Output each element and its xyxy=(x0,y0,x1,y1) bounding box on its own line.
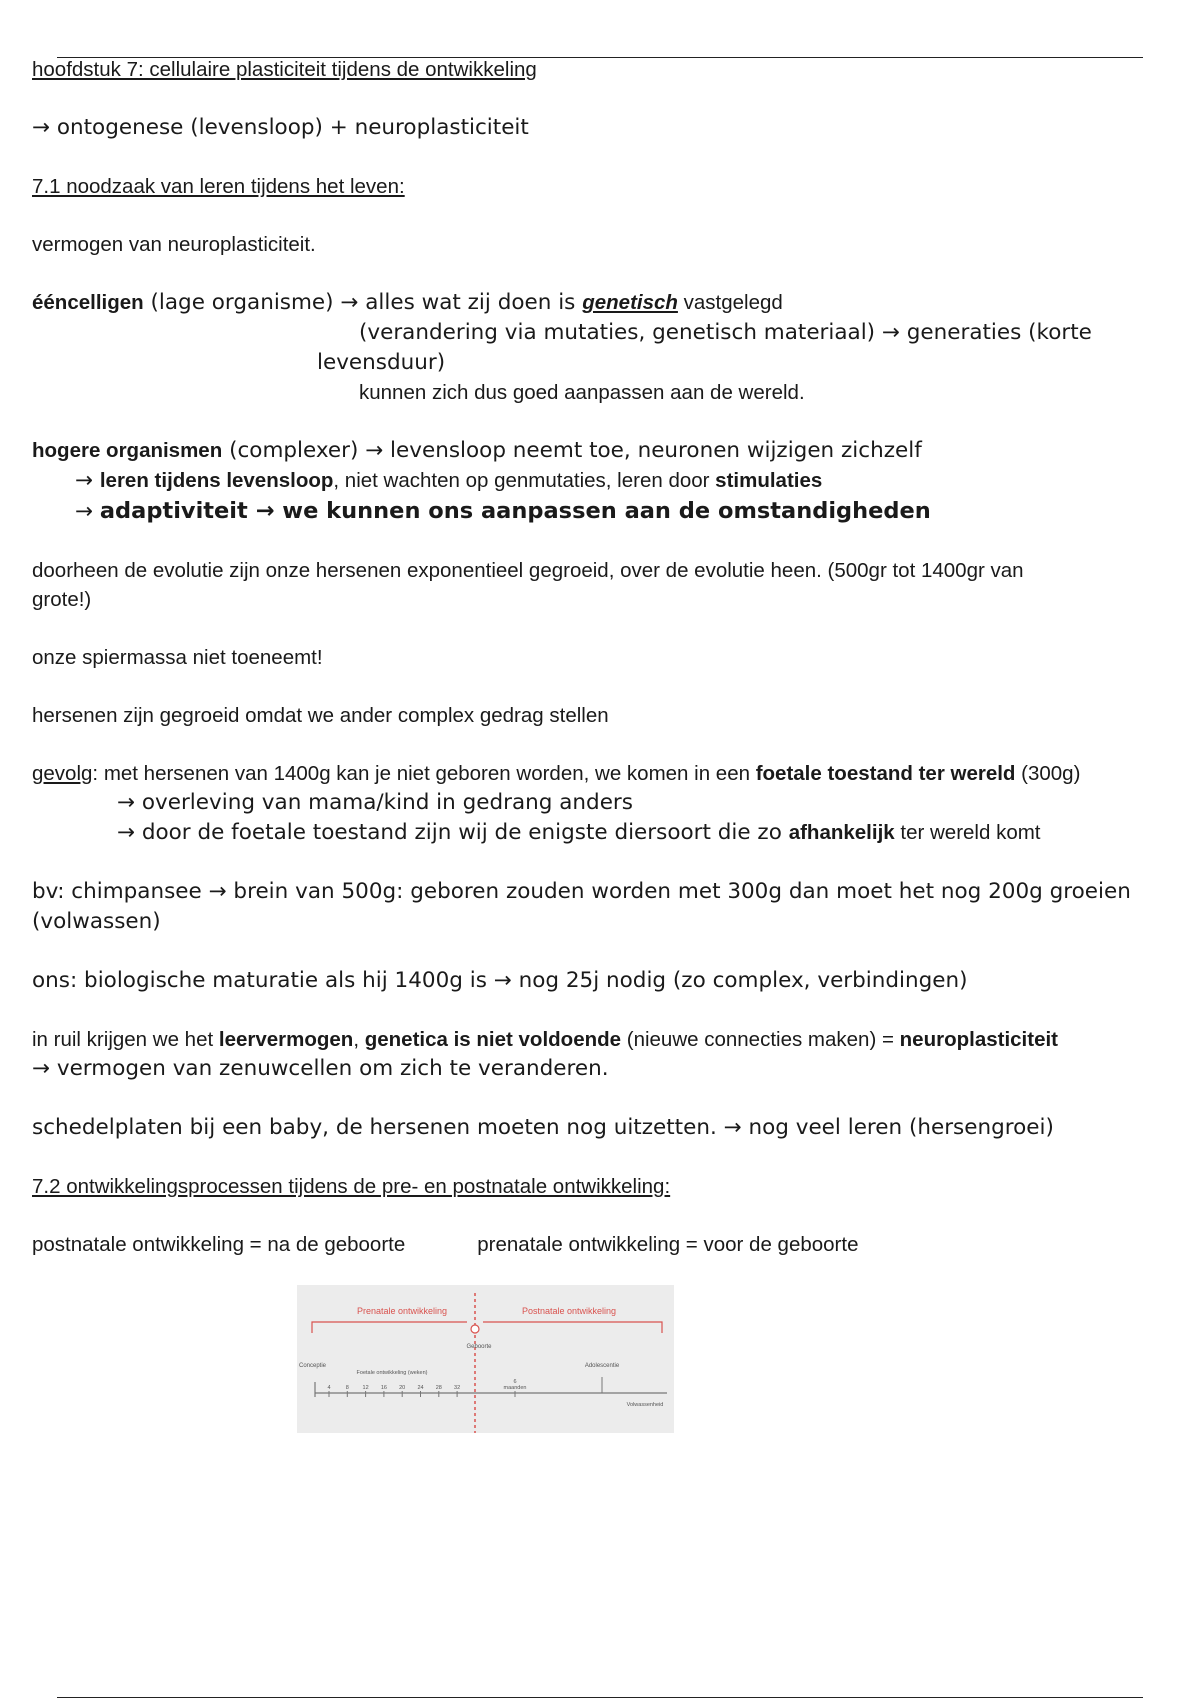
consequence-sub-2-text: → door de foetale toestand zijn wij de enigste diersoort die zo xyxy=(117,820,789,845)
week-tick-label: 4 xyxy=(327,1385,331,1391)
week-tick-label: 32 xyxy=(454,1385,461,1391)
unicellular-line xyxy=(32,288,1172,318)
evolution-line: doorheen de evolutie zijn onze hersenen exponentieel gegroeid, over de evolutie heen. (500gr tot 1400gr van xyxy=(32,559,1024,582)
consequence-text-2: (300g) xyxy=(1015,762,1081,785)
timeline-svg xyxy=(297,1285,674,1433)
chimp-example: bv: chimpansee → brein van 500g: geboren zouden worden met 300g dan moet het nog 200g groeien xyxy=(32,879,1131,904)
adaptivity-bold: adaptiviteit → we kunnen ons aanpassen aan de omstandigheden xyxy=(99,498,931,524)
exchange-line-2: → vermogen van zenuwcellen om zich te veranderen. xyxy=(32,1056,609,1081)
week-tick-label: 24 xyxy=(417,1385,424,1391)
higher-bullet-1 xyxy=(32,466,1172,496)
exchange-t3: (nieuwe connecties maken) = xyxy=(621,1028,900,1051)
week-tick-label: 28 xyxy=(435,1385,442,1391)
muscle-line: onze spiermassa niet toeneemt! xyxy=(32,646,323,669)
fetal-label: Foetale ontwikkeling (weken) xyxy=(356,1370,428,1376)
intro-line: → ontogenese (levensloop) + neuroplasticiteit xyxy=(32,115,529,140)
period-bracket xyxy=(312,1322,662,1333)
section-2-heading: 7.2 ontwikkelingsprocessen tijdens de pre- en postnatale ontwikkeling: xyxy=(32,1175,671,1198)
exchange-line xyxy=(32,1025,1172,1054)
chimp-example-cont: (volwassen) xyxy=(32,909,161,934)
learning-bold: leren tijdens levensloop xyxy=(99,469,334,492)
higher-organisms-text: (complexer) → levensloop neemt toe, neuronen wijzigen zichzelf xyxy=(222,438,922,463)
genetisch-emphasis: genetisch xyxy=(582,291,678,314)
learning-capacity-bold: leervermogen xyxy=(218,1028,354,1051)
arrow-1: → xyxy=(75,468,100,493)
unicellular-text: (lage organisme) → alles wat zij doen is xyxy=(143,290,583,315)
chapter-title: hoofdstuk 7: cellulaire plasticiteit tijdens de ontwikkeling xyxy=(32,58,537,81)
consequence-line xyxy=(32,759,1172,788)
exchange-t1: in ruil krijgen we het xyxy=(32,1028,219,1051)
consequence-sub-2-end: ter wereld komt xyxy=(894,821,1041,844)
unicellular-line-2: (verandering via mutaties, genetisch materiaal) → generaties (korte xyxy=(359,320,1092,345)
higher-bullet-2 xyxy=(32,496,1172,527)
higher-organisms-term: hogere organismen xyxy=(32,439,223,462)
learning-text: , niet wachten op genmutaties, leren door xyxy=(333,469,716,492)
prenatal-label: Prenatale ontwikkeling xyxy=(356,1306,448,1316)
higher-organisms-line xyxy=(32,436,1172,466)
birth-label: Geboorte xyxy=(466,1344,492,1350)
development-timeline-figure xyxy=(297,1285,674,1433)
bottom-rule xyxy=(57,1697,1143,1698)
dependent-bold: afhankelijk xyxy=(788,821,895,844)
unicellular-term: ééncelligen xyxy=(32,291,144,314)
unicellular-line-4: kunnen zich dus goed aanpassen aan de wereld. xyxy=(359,381,805,404)
week-tick-label: 16 xyxy=(380,1385,387,1391)
prenatal-definition: prenatale ontwikkeling = voor de geboorte xyxy=(477,1233,859,1256)
section-1-heading: 7.1 noodzaak van leren tijdens het leven: xyxy=(32,175,405,198)
consequence-label: gevolg xyxy=(32,762,93,785)
document-body xyxy=(32,55,1172,1259)
evolution-line-cont: grote!) xyxy=(32,588,92,611)
postnatal-label: Postnatale ontwikkeling xyxy=(521,1306,617,1316)
neuroplasticity-bold: neuroplasticiteit xyxy=(899,1028,1058,1051)
week-tick-label: 8 xyxy=(345,1385,349,1391)
week-tick-label: 20 xyxy=(399,1385,406,1391)
week-tick-label: 12 xyxy=(362,1385,369,1391)
consequence-text: : met hersenen van 1400g kan je niet geboren worden, we komen in een xyxy=(92,762,756,785)
unicellular-line-3: levensduur) xyxy=(317,350,446,375)
adult-label: Volwassenheid xyxy=(626,1402,664,1408)
consequence-sub-1: → overleving van mama/kind in gedrang anders xyxy=(117,790,633,815)
conception-label: Conceptie xyxy=(299,1363,327,1369)
birth-marker xyxy=(471,1325,479,1333)
consequence-sub-2 xyxy=(32,818,1172,848)
development-definitions xyxy=(32,1230,1172,1259)
stimulation-bold: stimulaties xyxy=(715,469,823,492)
skull-line: schedelplaten bij een baby, de hersenen moeten nog uitzetten. → nog veel leren (hersengroei) xyxy=(32,1115,1054,1140)
exchange-t2: , xyxy=(353,1028,365,1051)
adolescence-label: Adolescentie xyxy=(584,1363,620,1369)
months-number: 6 xyxy=(513,1379,517,1385)
genetics-bold: genetica is niet voldoende xyxy=(364,1028,622,1051)
postnatal-definition: postnatale ontwikkeling = na de geboorte xyxy=(32,1233,406,1256)
fetal-state-bold: foetale toestand ter wereld xyxy=(755,762,1016,785)
months-label: maanden xyxy=(503,1385,527,1391)
unicellular-text-2: vastgelegd xyxy=(677,291,783,314)
capacity-line: vermogen van neuroplasticiteit. xyxy=(32,233,316,256)
complex-behavior-line: hersenen zijn gegroeid omdat we ander complex gedrag stellen xyxy=(32,704,609,727)
human-example: ons: biologische maturatie als hij 1400g is → nog 25j nodig (zo complex, verbindingen) xyxy=(32,968,968,993)
arrow-2: → xyxy=(75,499,100,524)
